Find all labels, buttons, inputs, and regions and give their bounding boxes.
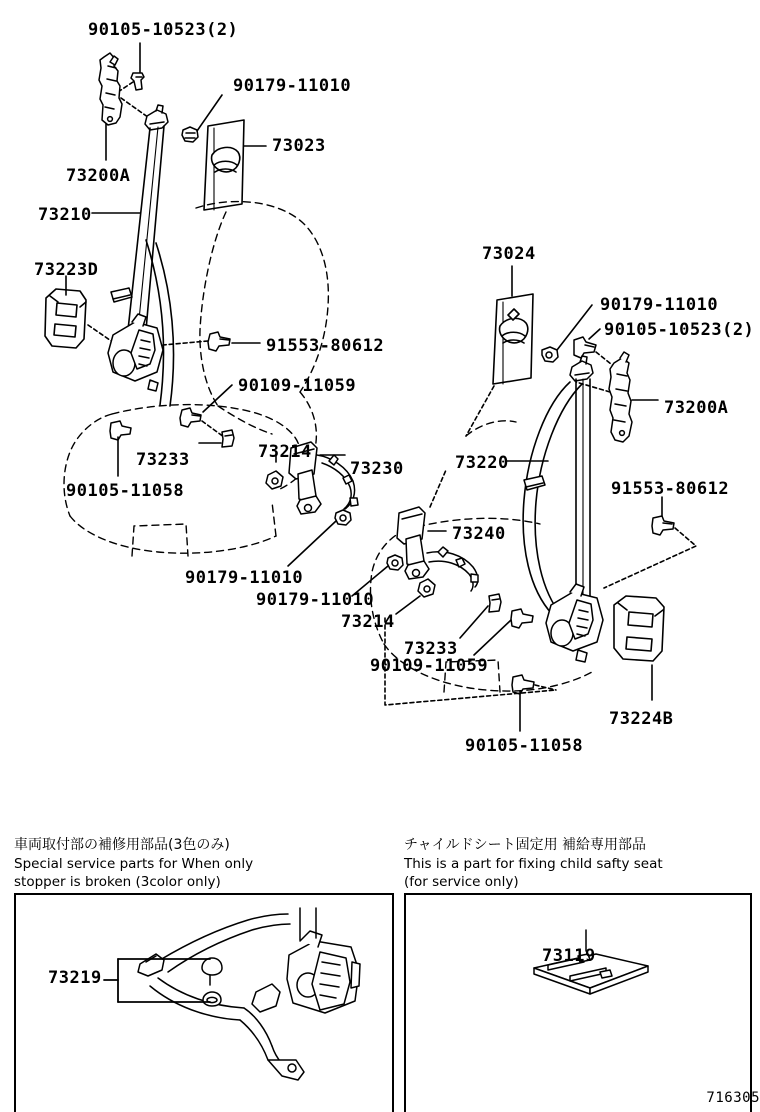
part-label-73214-right: 73214 <box>341 612 395 632</box>
panel-right-box <box>404 893 752 1112</box>
part-label-73119: 73119 <box>542 946 596 966</box>
part-label-73224B: 73224B <box>609 709 674 729</box>
panel-left-caption <box>14 836 253 891</box>
bolt-icon-left-floor <box>110 421 131 440</box>
part-label-90105-10523-right: 90105-10523(2) <box>604 320 755 340</box>
belt-upper-slider-right <box>570 356 593 381</box>
leader-line <box>203 385 232 412</box>
part-label-91553-80612-right: 91553-80612 <box>611 479 730 499</box>
part-label-91553-80612-left: 91553-80612 <box>266 336 385 356</box>
part-label-73214-left: 73214 <box>258 442 312 462</box>
buckle-bracket-left <box>266 471 283 489</box>
buckle-bracket-right <box>418 579 435 597</box>
part-label-73210: 73210 <box>38 205 92 225</box>
part-label-73233-right: 73233 <box>404 639 458 659</box>
anchor-cover-left <box>45 289 86 348</box>
anchor-cap-left <box>222 430 234 447</box>
part-label-90105-11058-right: 90105-11058 <box>465 736 584 756</box>
bolt-icon-left-retractor <box>208 332 230 351</box>
bolt-icon-upper-right <box>574 337 596 358</box>
panel-left-box <box>14 893 394 1112</box>
bolt-icon-left-lower-anchor <box>180 408 201 427</box>
anchor-cap-right <box>489 594 501 612</box>
leader-line <box>474 620 511 655</box>
part-label-73223D: 73223D <box>34 260 99 280</box>
leader-line <box>396 596 420 614</box>
seat-belt-shoulder-right <box>523 382 582 616</box>
part-label-73230: 73230 <box>350 459 404 479</box>
belt-retractor-left <box>108 314 163 391</box>
belt-retractor-right <box>546 584 603 662</box>
part-label-73023: 73023 <box>272 136 326 156</box>
center-pillar-garnish-right <box>493 294 533 384</box>
panel-left-caption-jp: 車両取付部の補修用部品(3色のみ) <box>14 837 230 853</box>
part-label-90109-11059-left: 90109-11059 <box>238 376 357 396</box>
part-label-90109-11059-right: 90109-11059 <box>370 656 489 676</box>
diagram-footer-code: 716305 <box>706 1090 760 1106</box>
part-label-73200A-right: 73200A <box>664 398 729 418</box>
nut-icon-right-buckle <box>387 555 403 570</box>
panel-right-caption-jp: チャイルドシート固定用 補給専用部品 <box>404 837 647 853</box>
part-label-73240: 73240 <box>452 524 506 544</box>
nut-icon-left-buckle <box>335 510 351 525</box>
bolt-icon-right-anchor <box>511 609 533 628</box>
part-label-90179-11010-right-buckle: 90179-11010 <box>256 590 375 610</box>
leader-line <box>288 521 336 566</box>
panel-right-caption <box>404 836 663 891</box>
part-label-73233-left: 73233 <box>136 450 190 470</box>
part-label-73024: 73024 <box>482 244 536 264</box>
nut-icon-left-upper <box>182 127 198 142</box>
panel-right-caption-en-2: (for service only) <box>404 874 519 891</box>
leader-line <box>460 606 488 638</box>
part-label-90179-11010-right-upper: 90179-11010 <box>600 295 719 315</box>
part-label-90105-11058-left: 90105-11058 <box>66 481 185 501</box>
center-pillar-garnish-left <box>204 120 244 210</box>
part-label-90105-10523-left: 90105-10523(2) <box>88 20 239 40</box>
seat-belt-webbing-right <box>576 379 590 606</box>
belt-guide-loop-left <box>111 288 132 302</box>
bolt-icon-right-retractor <box>652 516 674 535</box>
panel-left-caption-en-2: stopper is broken (3color only) <box>14 874 221 891</box>
anchor-cover-right <box>614 596 664 661</box>
seat-belt-webbing-left <box>128 126 164 330</box>
part-label-73220: 73220 <box>455 453 509 473</box>
leader-line <box>589 329 600 339</box>
shoulder-anchor-adjuster-left <box>99 53 122 125</box>
part-label-90179-11010-left-upper: 90179-11010 <box>233 76 352 96</box>
panel-left-caption-en-1: Special service parts for When only <box>14 855 254 872</box>
nut-icon-right-upper <box>542 347 558 362</box>
part-label-73219: 73219 <box>48 968 102 988</box>
shoulder-anchor-adjuster-right <box>609 352 632 442</box>
panel-right-caption-en-1: This is a part for fixing child safty seat <box>404 855 663 872</box>
part-label-73200A-left: 73200A <box>66 166 131 186</box>
part-label-90179-11010-left-buckle: 90179-11010 <box>185 568 304 588</box>
